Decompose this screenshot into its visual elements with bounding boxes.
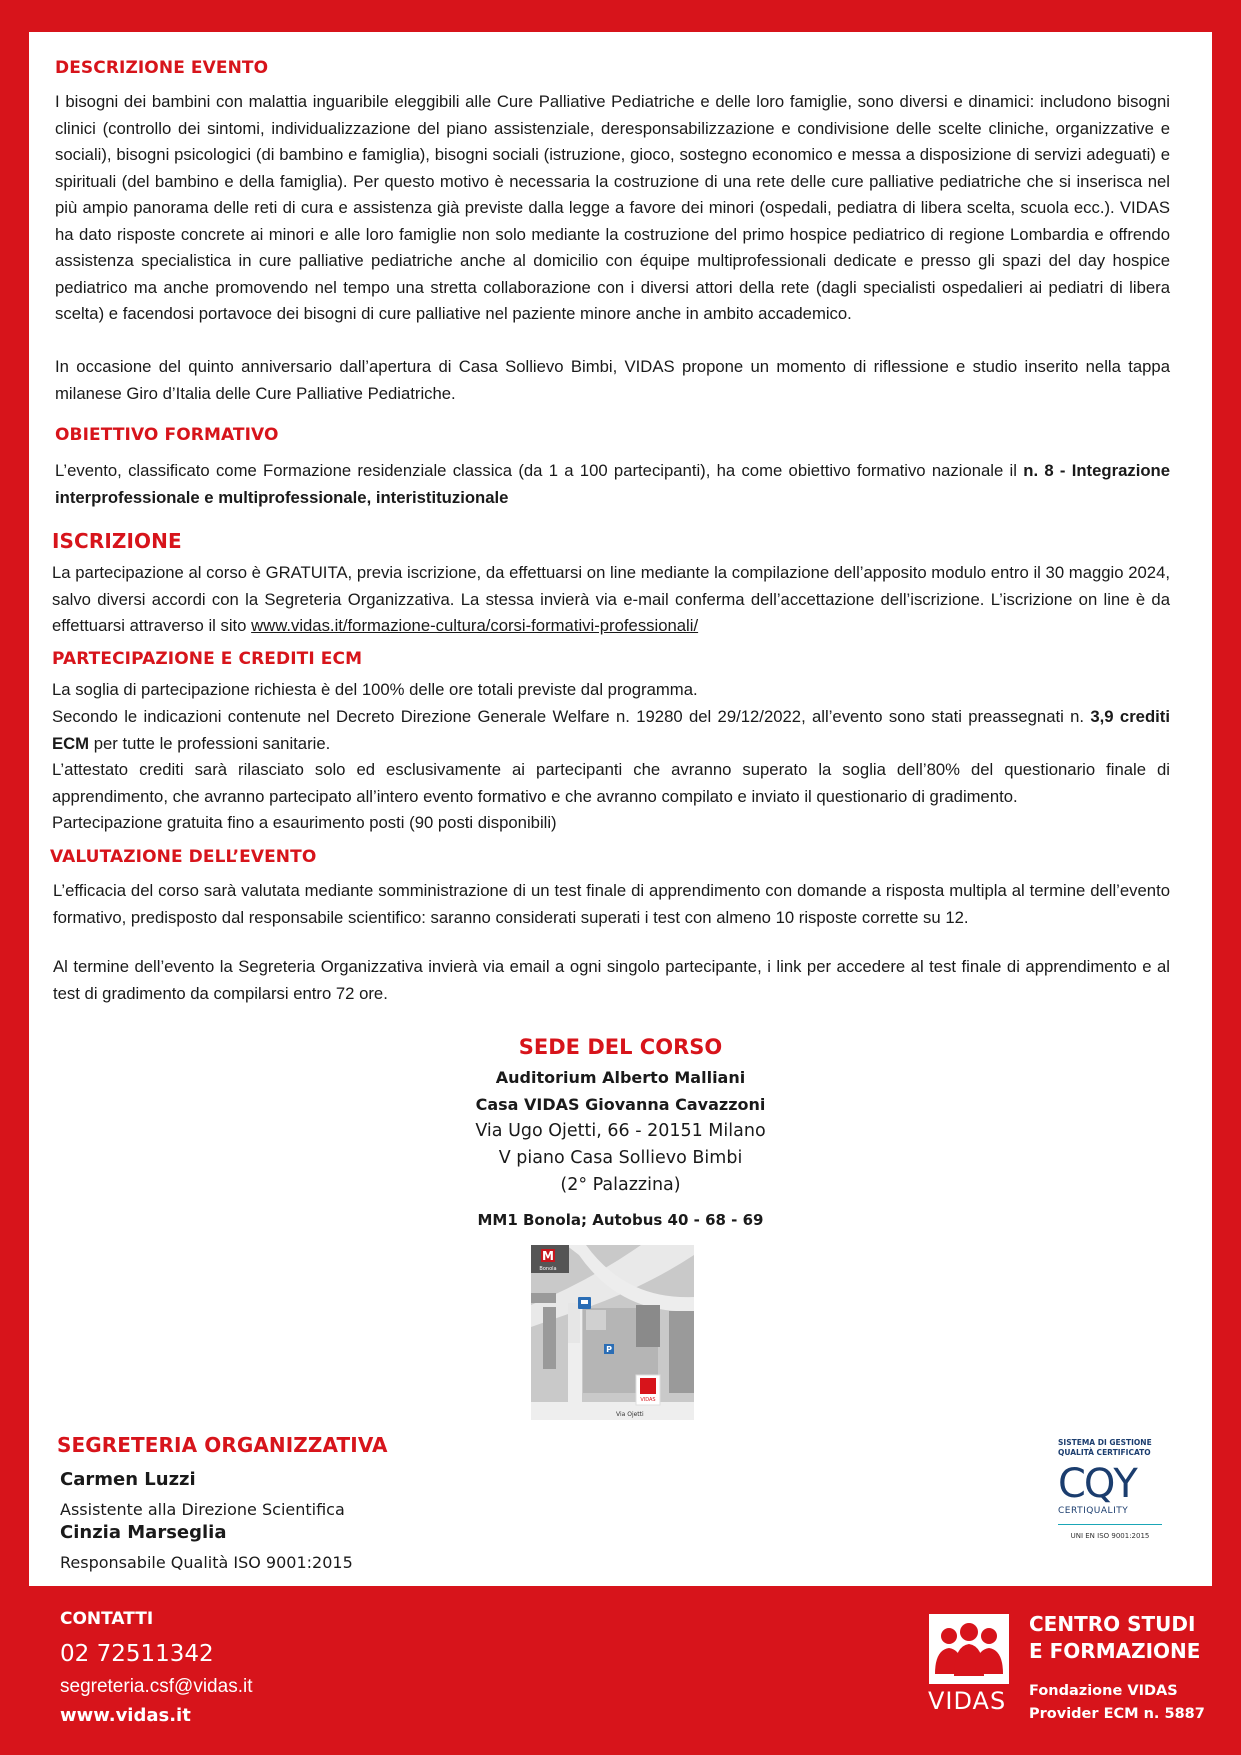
vidas-marker-icon — [636, 1375, 660, 1405]
crediti-line-3: L’attestato crediti sarà rilasciato solo ed esclusivamente ai partecipanti che avranno superato la soglia dell’80% del questionario finale di apprendimento, che avranno partecipato all’intero evento formativo e che avranno compilato e inviato il questionario di gradimento. — [52, 760, 1170, 806]
brand-line-2: E FORMAZIONE — [1029, 1639, 1201, 1663]
sede-floor: V piano Casa Sollievo Bimbi — [498, 1148, 743, 1168]
brand-line-1: CENTRO STUDI — [1029, 1612, 1196, 1636]
document-page — [29, 32, 1212, 1586]
section-heading-descrizione: DESCRIZIONE EVENTO — [55, 58, 269, 78]
cert-top-1: SISTEMA DI GESTIONE — [1058, 1438, 1152, 1447]
crediti-line-2 — [52, 704, 1170, 757]
sede-heading: SEDE DEL CORSO — [518, 1035, 723, 1059]
svg-text:P: P — [606, 1345, 612, 1354]
obiettivo-text: L’evento, classificato come Formazione residenziale classica (da 1 a 100 partecipanti), ha come obiettivo formativo nazionale il — [55, 461, 1024, 480]
contacts-heading: CONTATTI — [60, 1609, 154, 1629]
section-heading-segreteria: SEGRETERIA ORGANIZZATIVA — [57, 1433, 388, 1457]
crediti-value: 3,9 crediti ECM — [52, 707, 1170, 753]
crediti-line-1: La soglia di partecipazione richiesta è del 100% delle ore totali previste dal programma. — [52, 680, 698, 699]
section-heading-crediti: PARTECIPAZIONE E CREDITI ECM — [52, 649, 363, 669]
vidas-logo-text: VIDAS — [928, 1687, 1007, 1715]
crediti-line-2c: per tutte le professioni sanitarie. — [89, 733, 331, 753]
cert-mark: CQY — [1058, 1461, 1136, 1507]
segreteria-role-1: Assistente alla Direzione Scientifica — [60, 1500, 345, 1519]
sede-building-note: (2° Palazzina) — [560, 1175, 681, 1195]
iscrizione-text: La partecipazione al corso è GRATUITA, previa iscrizione, da effettuarsi on line mediante la compilazione dell’apposito modulo entro il 30 maggio 2024, salvo diversi accordi con la Segreteria Organizzativa. La stessa invierà via e-mail conferma dell’accettazione dell’iscrizione. L’iscrizione on line è da effettuarsi attraverso il sito — [52, 563, 1170, 635]
segreteria-name-2: Cinzia Marseglia — [60, 1522, 227, 1543]
contact-website[interactable]: www.vidas.it — [60, 1705, 191, 1726]
svg-text:Bonola: Bonola — [539, 1266, 557, 1272]
section-heading-obiettivo: OBIETTIVO FORMATIVO — [55, 425, 279, 445]
location-map — [531, 1245, 694, 1420]
metro-icon — [531, 1245, 569, 1273]
crediti-line-4: Partecipazione gratuita fino a esaurimento posti (90 posti disponibili) — [52, 813, 557, 832]
crediti-line-2a: Secondo le indicazioni contenute nel Decreto Direzione Generale Welfare n. 19280 del 29/12/2022, all’evento sono stati preassegnati n. — [52, 707, 1091, 726]
descrizione-paragraph-1: I bisogni dei bambini con malattia inguaribile eleggibili alle Cure Palliative Pediatriche e delle loro famiglie, sono diversi e dinamici: includono bisogni clinici (controllo dei sintomi, individualizzazione del piano assistenziale, deresponsabilizzazione e condivisione delle scelte cliniche, organizzative e sociali), bisogni psicologici (di bambino e famiglia), bisogni sociali (istruzione, gioco, sostegno economico e messa a disposizione di servizi adeguati) e spirituali (del bambino e della famiglia). Per questo motivo è necessaria la costruzione di una rete delle cure palliative pediatriche che si inserisca nel più ampio panorama delle reti di cura e assistenza già previste dalla legge a favore dei minori (ospedali, pediatra di libera scelta, scuola ecc.). VIDAS ha dato risposte concrete ai minori e alle loro famiglie non solo mediante la costruzione del primo hospice pediatrico di regione Lombardia e offrendo assistenza specialistica in cure palliative pediatriche anche al domicilio con équipe multiprofessionali dedicate e presso gli spazi del day hospice pediatrico ma anche promovendo nel tempo una stretta collaborazione con i diversi attori della rete (dagli specialisti ospedalieri ai pediatri di libera scelta) e facendosi portavoce dei bisogni di cure palliative nel paziente minore anche in ambito accademico. — [55, 92, 1170, 323]
contact-email[interactable]: segreteria.csf@vidas.it — [60, 1676, 253, 1697]
svg-text:VIDAS: VIDAS — [640, 1397, 656, 1403]
sede-transport: MM1 Bonola; Autobus 40 - 68 - 69 — [477, 1211, 764, 1229]
section-heading-valutazione: VALUTAZIONE DELL’EVENTO — [50, 847, 317, 867]
valutazione-paragraph-2: Al termine dell’evento la Segreteria Organizzativa invierà via email a ogni singolo partecipante, i link per accedere al test finale di apprendimento e al test di gradimento da compilarsi entro 72 ore. — [53, 957, 1170, 1003]
certiquality-logo — [1058, 1438, 1162, 1540]
descrizione-paragraph-2: In occasione del quinto anniversario dall’apertura di Casa Sollievo Bimbi, VIDAS propone un momento di riflessione e studio inserito nella tappa milanese Giro d’Italia delle Cure Palliative Pediatriche. — [55, 357, 1170, 403]
sede-venue: Auditorium Alberto Malliani — [495, 1068, 746, 1087]
section-heading-iscrizione: ISCRIZIONE — [52, 529, 182, 553]
iscrizione-link[interactable]: www.vidas.it/formazione-cultura/corsi-formativi-professionali/ — [251, 616, 699, 635]
brand-line-4: Provider ECM n. 5887 — [1029, 1706, 1205, 1722]
segreteria-name-1: Carmen Luzzi — [60, 1469, 196, 1490]
contact-phone[interactable]: 02 72511342 — [60, 1641, 214, 1667]
vidas-logo-icon — [929, 1614, 1009, 1684]
parking-icon — [604, 1344, 614, 1354]
cert-standard: UNI EN ISO 9001:2015 — [1070, 1532, 1150, 1540]
cert-top-2: QUALITÀ CERTIFICATO — [1058, 1448, 1151, 1457]
bus-stop-icon — [578, 1297, 591, 1309]
sede-building: Casa VIDAS Giovanna Cavazzoni — [475, 1095, 766, 1114]
svg-text:M: M — [542, 1249, 554, 1263]
sede-address: Via Ugo Ojetti, 66 - 20151 Milano — [475, 1121, 766, 1141]
brand-line-3: Fondazione VIDAS — [1029, 1683, 1178, 1699]
segreteria-role-2: Responsabile Qualità ISO 9001:2015 — [60, 1553, 353, 1572]
cert-name: CERTIQUALITY — [1058, 1506, 1162, 1525]
obiettivo-paragraph — [55, 458, 1170, 511]
valutazione-paragraph-1: L’efficacia del corso sarà valutata mediante somministrazione di un test finale di apprendimento con domande a risposta multipla al termine dell’evento formativo, predisposto dal responsabile scientifico: saranno considerati superati i test con almeno 10 risposte corrette su 12. — [53, 881, 1170, 927]
obiettivo-bold: n. 8 - Integrazione interprofessionale e multiprofessionale, interistituzionale — [55, 461, 1170, 507]
iscrizione-paragraph — [52, 560, 1170, 640]
map-street-label: Via Ojetti — [616, 1411, 644, 1418]
